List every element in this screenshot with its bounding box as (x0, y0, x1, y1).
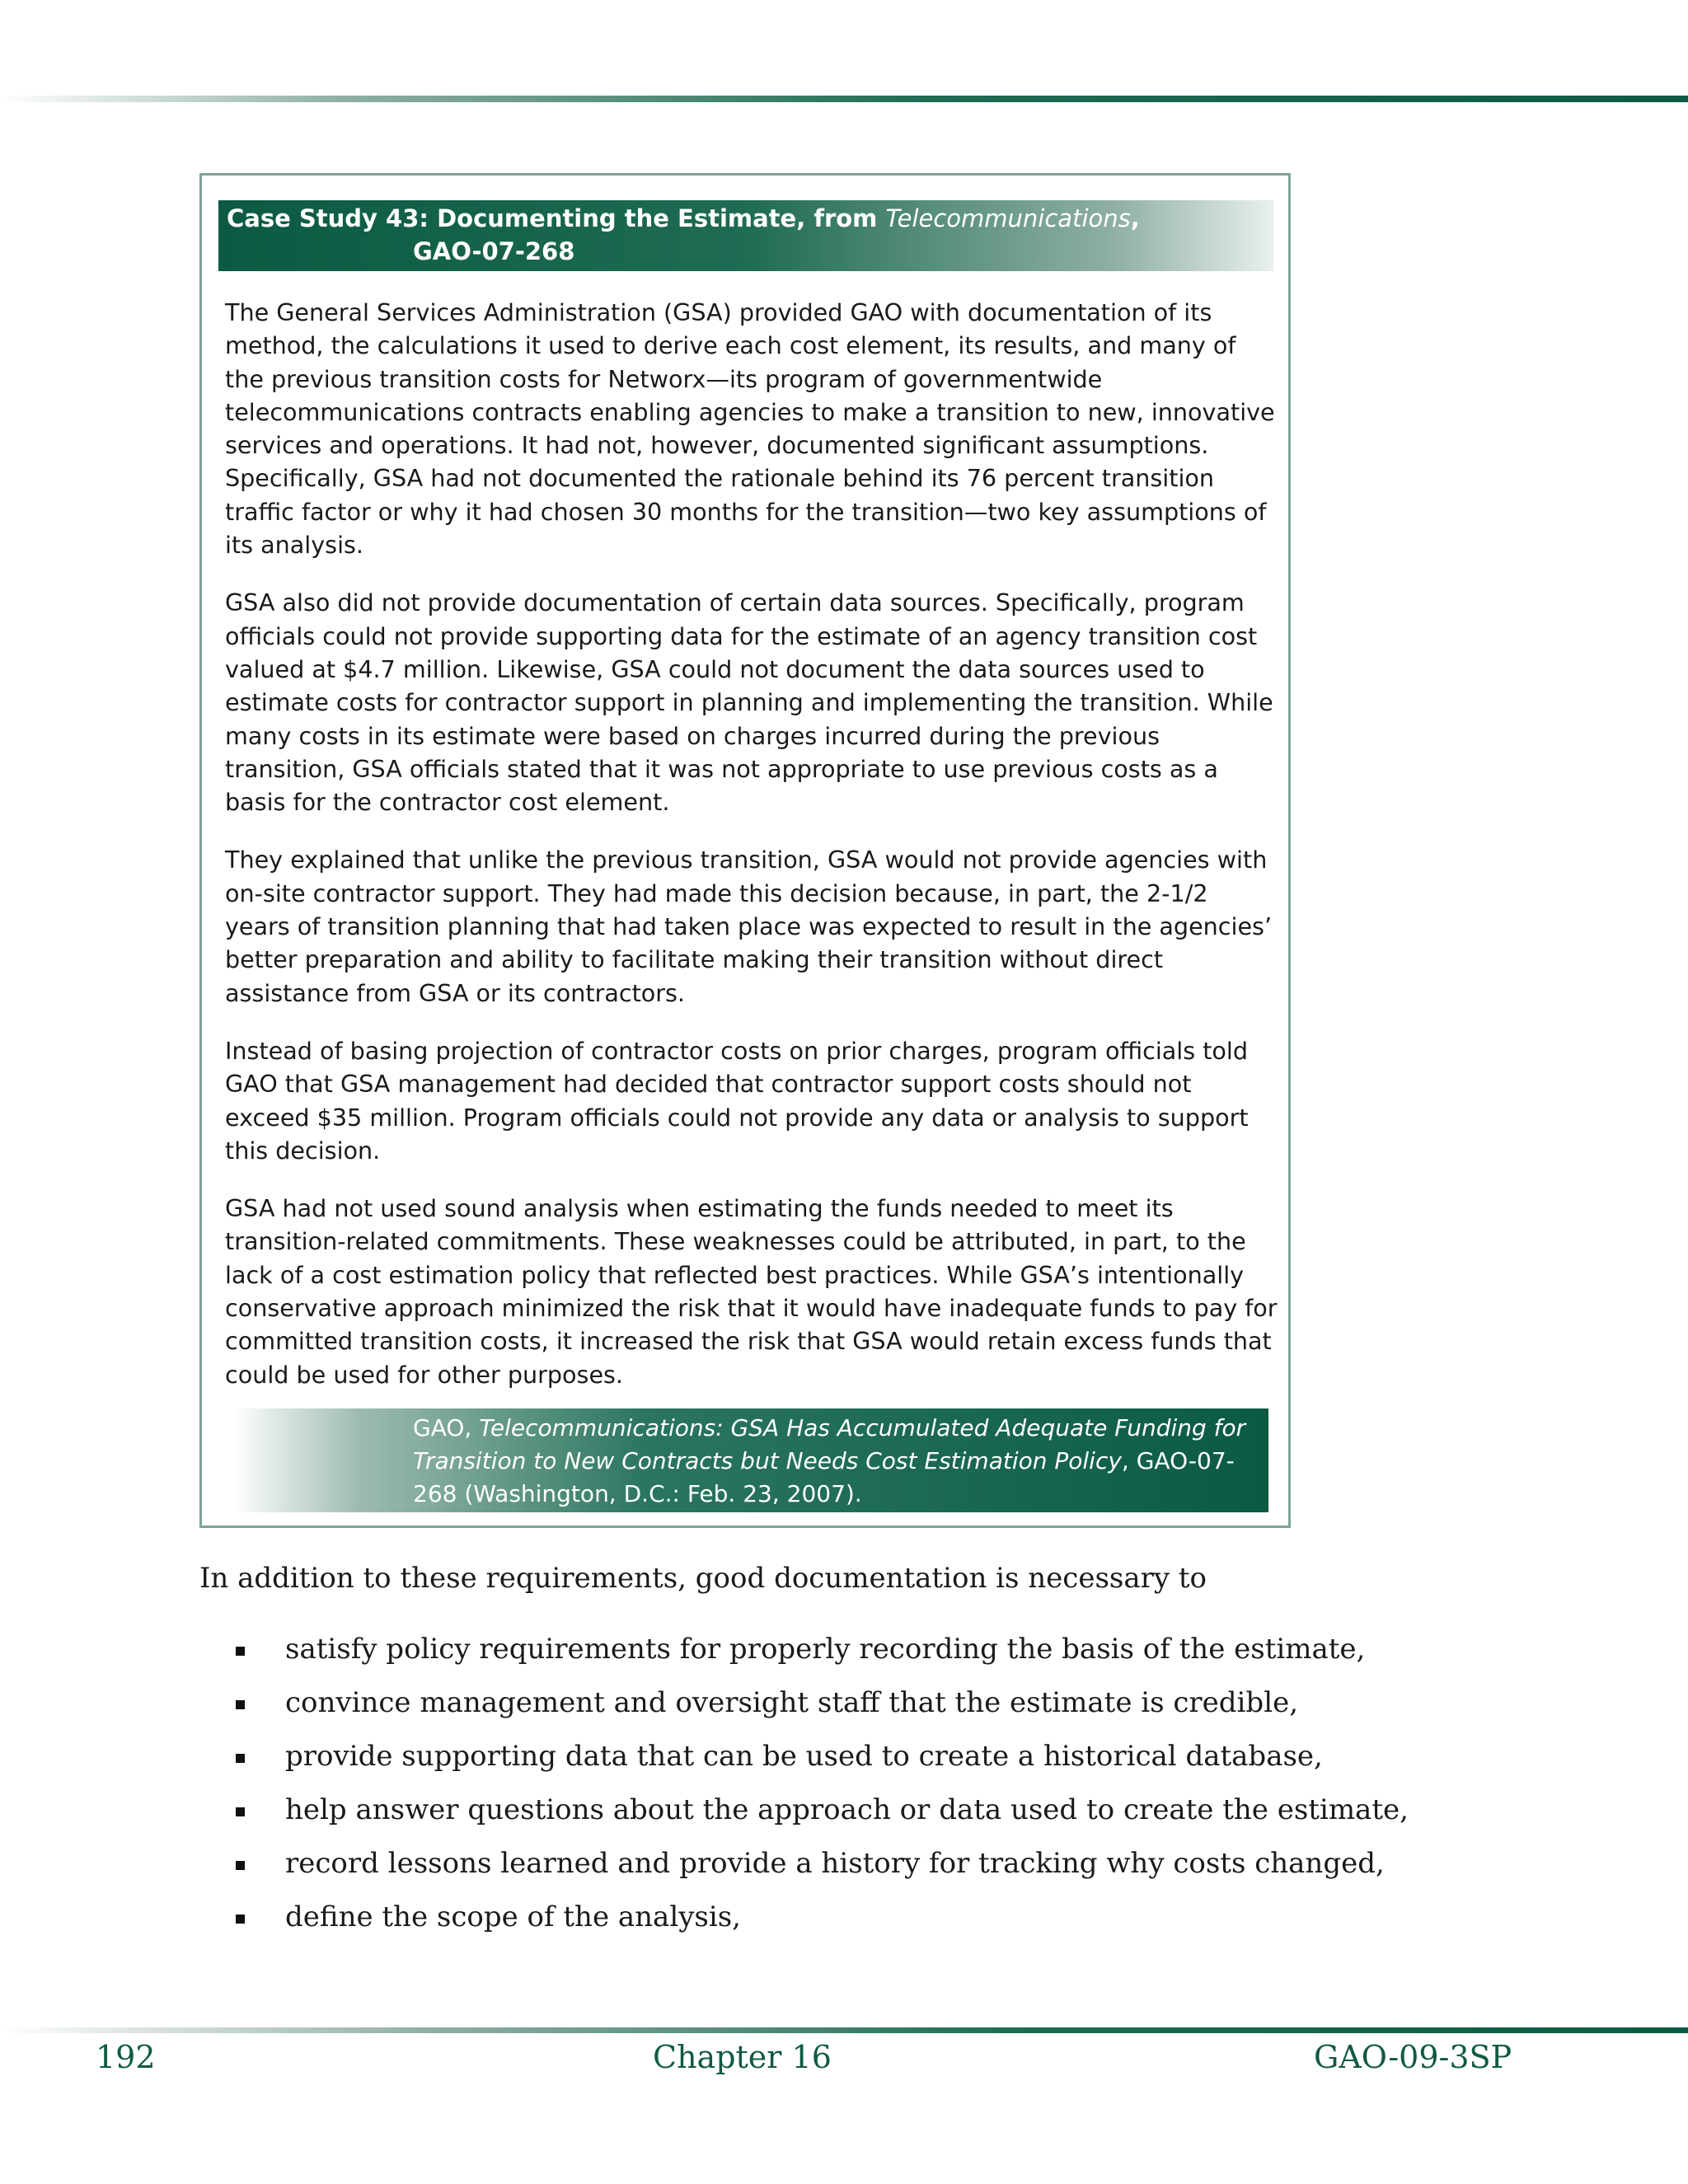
chapter-label: Chapter 16 (653, 2039, 832, 2075)
case-study-title-report: GAO-07-268 (413, 237, 575, 265)
list-item-text: help answer questions about the approach or data used to create the estimate, (285, 1793, 1409, 1826)
list-item (199, 1630, 1518, 1684)
list-item (199, 1844, 1518, 1898)
case-study-paragraph: The General Services Administration (GSA) provided GAO with documentation of its method, the calculations it used to derive each cost element, its results, and many of the previous transition costs for Networx—its program of governmentwide telecommunications contracts enabling agencies to make a transition to new, innovative services and operations. It had not, however, documented significant assumptions. Specifically, GSA had not documented the rationale behind its 76 percent transition traffic factor or why it had chosen 30 months for the transition—two key assumptions of its analysis. (225, 298, 1275, 560)
bullet-icon (236, 1861, 245, 1870)
page-number: 192 (96, 2039, 156, 2075)
case-study-title-italic: Telecommunications (885, 204, 1131, 232)
case-study-title-comma: , (1130, 204, 1140, 232)
bullet-icon (236, 1700, 245, 1709)
case-study-title (218, 200, 1273, 271)
case-study-box (199, 173, 1291, 1528)
case-study-paragraph: GSA also did not provide documentation of certain data sources. Specifically, program officials could not provide supporting data for the estimate of an agency transition cost valued at $4.7 million. Likewise, GSA could not document the data sources used to estimate costs for contractor support in planning and implementing the transition. While many costs in its estimate were based on charges incurred during the previous transition, GSA officials stated that it was not appropriate to use previous costs as a basis for the contractor cost element. (225, 588, 1273, 817)
top-rule (0, 96, 1688, 102)
list-item (199, 1898, 1518, 1952)
source-suffix: , GAO-07-268 (Washington, D.C.: Feb. 23, 2007). (413, 1447, 1235, 1507)
case-study-title-bold: Case Study 43: Documenting the Estimate, from (227, 204, 886, 232)
bullet-icon (236, 1807, 245, 1816)
case-study-source (233, 1408, 1268, 1512)
case-study-paragraph: They explained that unlike the previous transition, GSA would not provide agencies with on-site contractor support. They had made this decision because, in part, the 2-1/2 years of transition planning that had taken place was expected to result in the agencies’ better preparation and ability to facilitate making their transition without direct assistance from GSA or its contractors. (225, 846, 1273, 1007)
bullet-list (199, 1630, 1518, 1952)
list-item-text: convince management and oversight staff that the estimate is credible, (285, 1686, 1298, 1719)
list-item-text: record lessons learned and provide a history for tracking why costs changed, (285, 1847, 1385, 1880)
list-item (199, 1684, 1518, 1737)
case-study-paragraph: GSA had not used sound analysis when estimating the funds needed to meet its transition-related commitments. These weaknesses could be attributed, in part, to the lack of a cost estimation policy that reflected best practices. While GSA’s intentionally conservative approach minimized the risk that it would have inadequate funds to pay for committed transition costs, it increased the risk that GSA would retain excess funds that could be used for other purposes. (225, 1194, 1278, 1389)
bullet-icon (236, 1915, 245, 1924)
bullet-icon (236, 1647, 245, 1656)
source-title: Telecommunications: GSA Has Accumulated Adequate Funding for Transition to New Contracts but Needs Cost Estimation Policy (413, 1414, 1246, 1474)
bottom-rule (0, 2027, 1688, 2033)
case-study-body (225, 296, 1280, 1416)
list-item (199, 1791, 1518, 1844)
bullet-icon (236, 1754, 245, 1763)
body-intro: In addition to these requirements, good documentation is necessary to (199, 1562, 1207, 1595)
list-item-text: define the scope of the analysis, (285, 1900, 741, 1933)
list-item (199, 1737, 1518, 1791)
report-id: GAO-09-3SP (1314, 2039, 1512, 2075)
source-prefix: GAO, (413, 1414, 480, 1441)
list-item-text: satisfy policy requirements for properly recording the basis of the estimate, (285, 1633, 1366, 1666)
list-item-text: provide supporting data that can be used to create a historical database, (285, 1740, 1323, 1773)
case-study-paragraph: Instead of basing projection of contractor costs on prior charges, program officials told GAO that GSA management had decided that contractor support costs should not exceed $35 million. Program officials could not provide any data or analysis to support this decision. (225, 1036, 1249, 1165)
